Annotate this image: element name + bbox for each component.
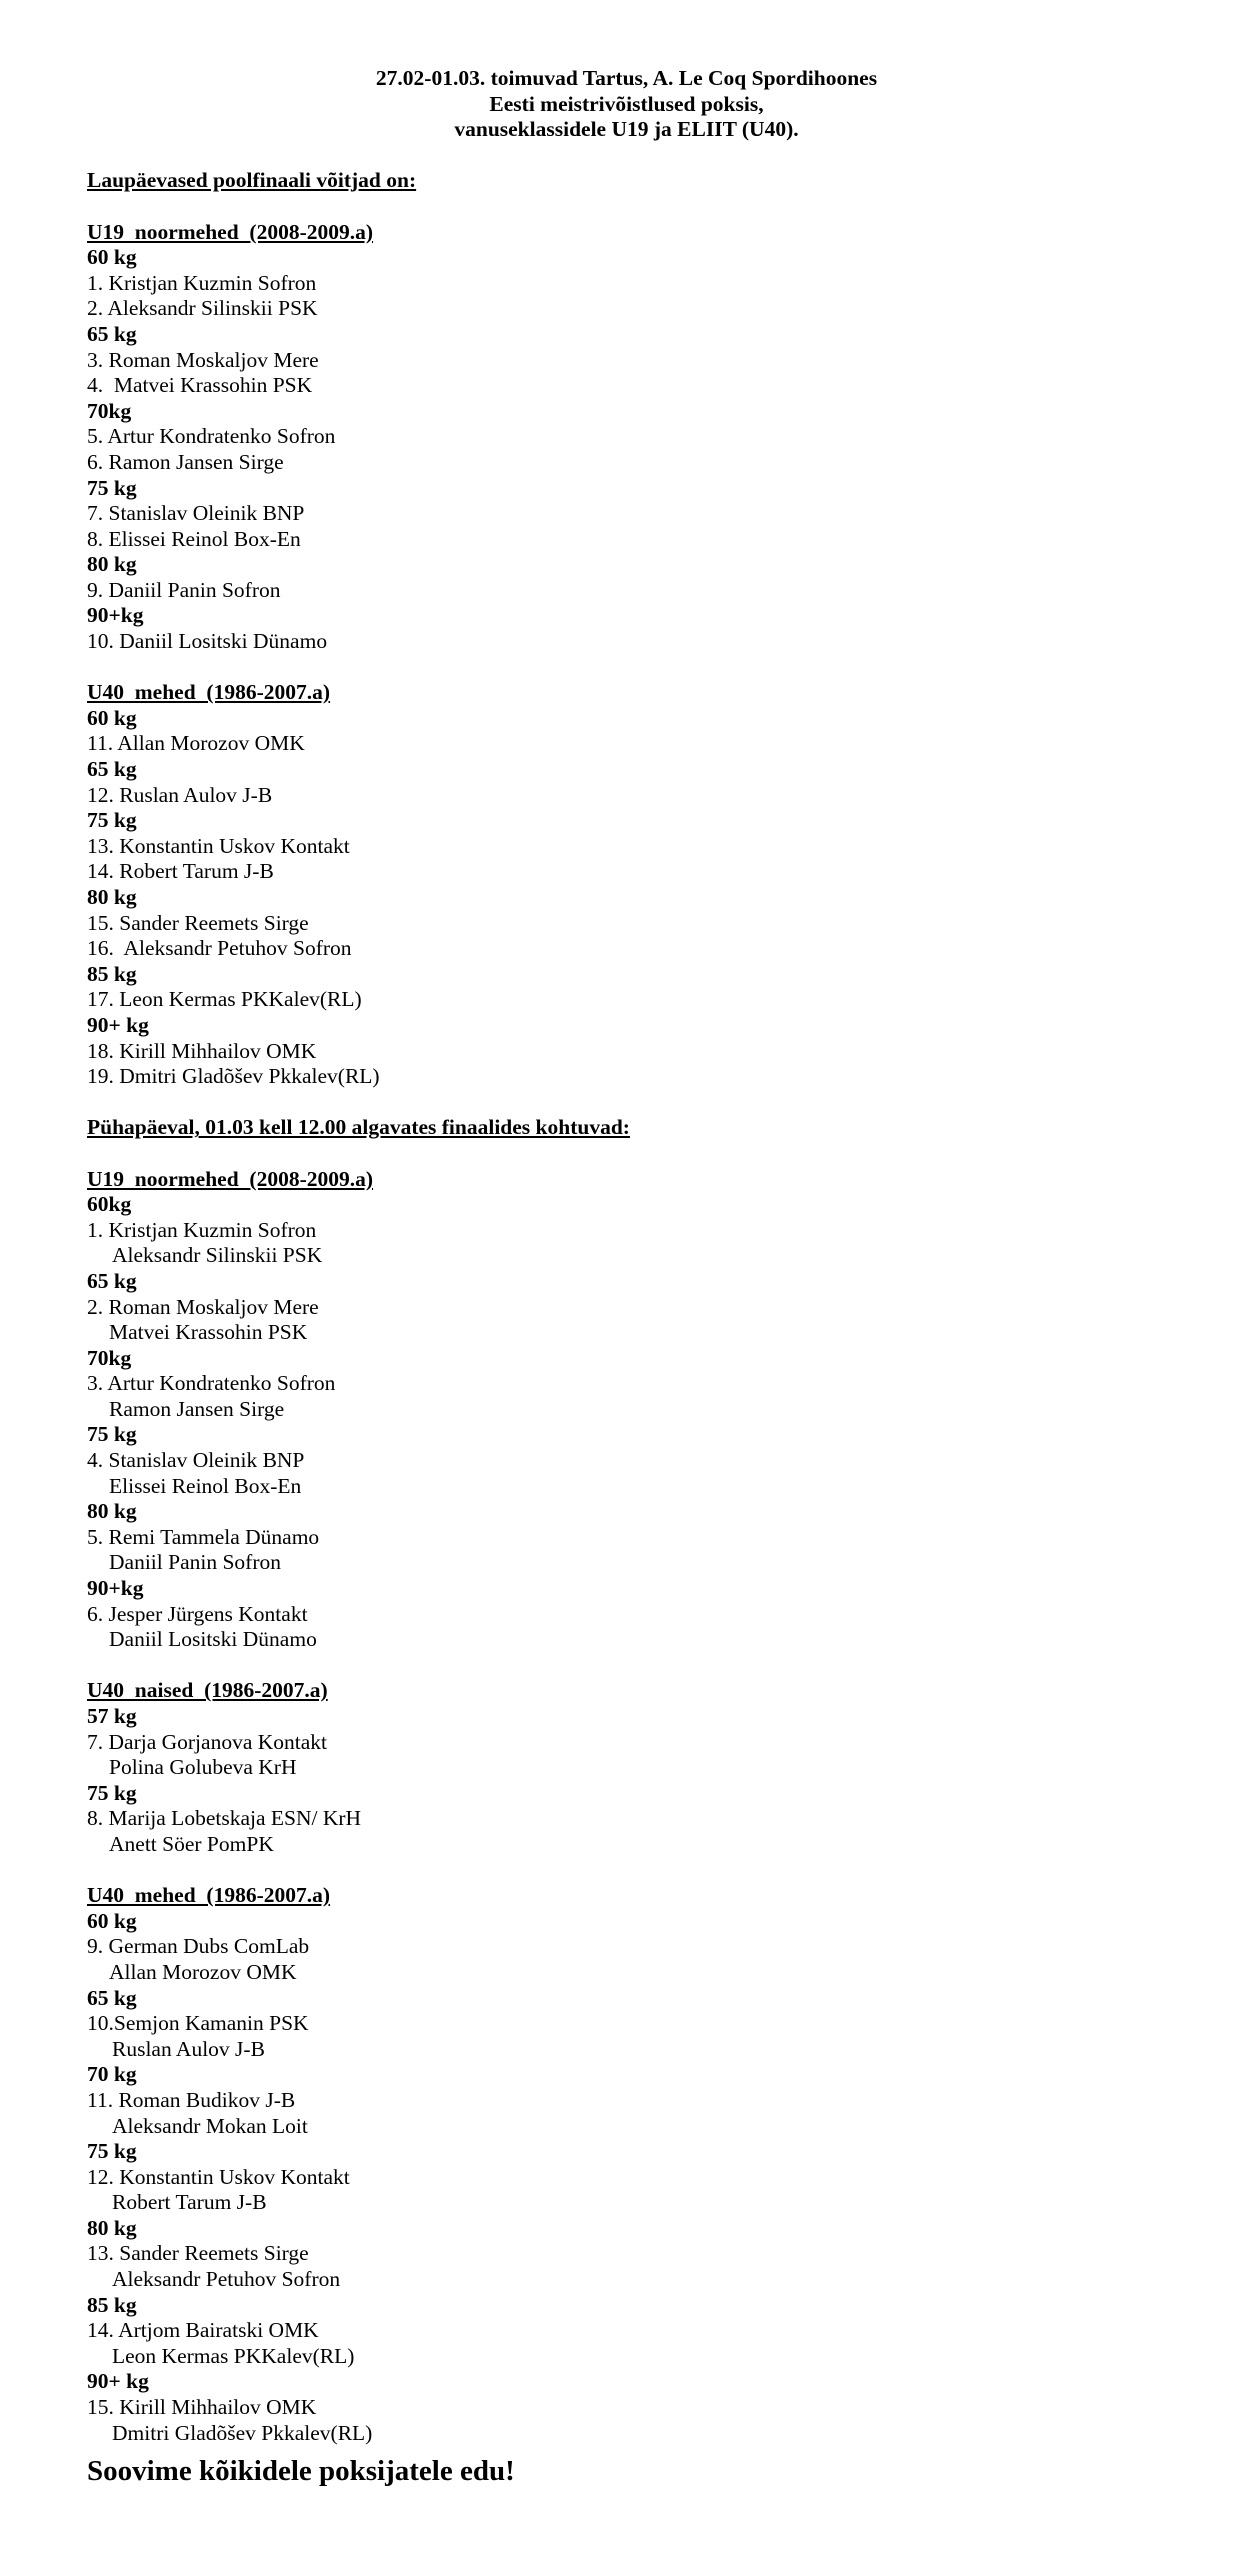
entry-line: 10.Semjon Kamanin PSK (87, 2011, 309, 2036)
entry-line: Ruslan Aulov J-B (112, 2036, 265, 2061)
entry-line: 8. Elissei Reinol Box-En (87, 526, 301, 551)
semi-u19-list (87, 245, 1187, 655)
entry-line: 13. Konstantin Uskov Kontakt (87, 833, 350, 858)
weight-class: 70kg (87, 1345, 132, 1370)
entry-line: 7. Stanislav Oleinik BNP (87, 501, 305, 526)
weight-class: 80 kg (87, 885, 137, 909)
entry-line: 14. Robert Tarum J-B (87, 859, 274, 884)
weight-class: 80 kg (87, 2215, 137, 2240)
weight-class: 90+kg (87, 1576, 144, 1601)
entry-line: 3. Roman Moskaljov Mere (87, 347, 319, 372)
entry-line: Dmitri Gladõšev Pkkalev(RL) (112, 2420, 373, 2445)
entry-line: 8. Marija Lobetskaja ESN/ KrH (87, 1806, 362, 1831)
entry-line: 12. Konstantin Uskov Kontakt (87, 2164, 350, 2189)
entry-line: Leon Kermas PKKalev(RL) (112, 2343, 355, 2368)
entry-line: 6. Jesper Jürgens Kontakt (87, 1601, 308, 1626)
entry-line: 9. German Dubs ComLab (87, 1934, 310, 1959)
entry-line: Allan Morozov OMK (109, 1959, 297, 1984)
final-u40-men-list (87, 1909, 1187, 2446)
entry-line: 7. Darja Gorjanova Kontakt (87, 1729, 328, 1754)
title-line-1: 27.02-01.03. toimuvad Tartus, A. Le Coq Spordihoones (375, 66, 878, 90)
entry-line: 14. Artjom Bairatski OMK (87, 2318, 319, 2343)
final-u40-women-list (87, 1704, 1187, 1858)
entry-line: 6. Ramon Jansen Sirge (87, 449, 284, 474)
entry-line: Aleksandr Silinskii PSK (112, 1243, 323, 1268)
weight-class: 90+ kg (87, 2369, 149, 2394)
weight-class: 65 kg (87, 1268, 137, 1293)
weight-class: 80 kg (87, 1499, 137, 1524)
entry-line: 11. Roman Budikov J-B (87, 2087, 296, 2112)
entry-line: 15. Kirill Mihhailov OMK (87, 2395, 317, 2420)
entry-line: 10. Daniil Lositski Dünamo (87, 629, 328, 654)
weight-class: 70kg (87, 398, 132, 423)
final-heading: Pühapäeval, 01.03 kell 12.00 algavates finaalides kohtuvad: (87, 1115, 630, 1140)
title-line-3: vanuseklassidele U19 ja ELIIT (U40). (454, 117, 799, 142)
entry-line: Aleksandr Petuhov Sofron (112, 2267, 341, 2292)
entry-line: 5. Artur Kondratenko Sofron (87, 424, 336, 449)
closing-message: Soovime kõikidele poksijatele edu! (87, 2455, 515, 2488)
entry-line: 4. Stanislav Oleinik BNP (87, 1448, 305, 1473)
weight-class: 85 kg (87, 961, 137, 986)
entry-line: 15. Sander Reemets Sirge (87, 910, 309, 935)
entry-line: 12. Ruslan Aulov J-B (87, 782, 273, 807)
weight-class: 90+kg (87, 603, 144, 628)
entry-line: 2. Roman Moskaljov Mere (87, 1294, 319, 1319)
semi-u40-heading: U40 mehed (1986-2007.a) (87, 680, 331, 705)
final-u40-women-heading: U40 naised (1986-2007.a) (87, 1678, 328, 1703)
entry-line: 13. Sander Reemets Sirge (87, 2241, 309, 2266)
weight-class: 57 kg (87, 1704, 137, 1728)
weight-class: 60kg (87, 1192, 132, 1217)
semi-u40-list (87, 706, 1187, 1090)
entry-line: 1. Kristjan Kuzmin Sofron (87, 270, 317, 295)
weight-class: 70 kg (87, 2062, 137, 2087)
final-u19-heading: U19 noormehed (2008-2009.a) (87, 1166, 374, 1191)
weight-class: 65 kg (87, 757, 137, 782)
entry-line: Polina Golubeva KrH (109, 1755, 297, 1780)
weight-class: 85 kg (87, 2292, 137, 2317)
entry-line: Daniil Lositski Dünamo (109, 1627, 317, 1652)
weight-class: 75 kg (87, 808, 137, 833)
entry-line: 5. Remi Tammela Dünamo (87, 1524, 320, 1549)
entry-line: 1. Kristjan Kuzmin Sofron (87, 1217, 317, 1242)
weight-class: 75 kg (87, 1780, 137, 1805)
entry-line: 2. Aleksandr Silinskii PSK (87, 296, 318, 321)
final-u19-list (87, 1192, 1187, 1653)
weight-class: 90+ kg (87, 1012, 149, 1037)
entry-line: Matvei Krassohin PSK (109, 1320, 308, 1345)
entry-line: 3. Artur Kondratenko Sofron (87, 1371, 336, 1396)
title-line-2: Eesti meistrivõistlused poksis, (489, 91, 764, 116)
entry-line: Anett Söer PomPK (109, 1831, 274, 1856)
document (87, 66, 1187, 2488)
entry-line: 11. Allan Morozov OMK (87, 731, 305, 756)
weight-class: 60 kg (87, 245, 137, 270)
entry-line: Elissei Reinol Box-En (109, 1473, 302, 1498)
entry-line: Robert Tarum J-B (112, 2190, 267, 2215)
semi-u19-heading: U19 noormehed (2008-2009.a) (87, 219, 374, 244)
semifinal-heading: Laupäevased poolfinaali võitjad on: (87, 168, 417, 193)
entry-line: 17. Leon Kermas PKKalev(RL) (87, 987, 362, 1012)
weight-class: 75 kg (87, 2139, 137, 2164)
weight-class: 75 kg (87, 475, 137, 500)
entry-line: 4. Matvei Krassohin PSK (87, 373, 313, 398)
weight-class: 80 kg (87, 552, 137, 577)
entry-line: 18. Kirill Mihhailov OMK (87, 1038, 317, 1063)
weight-class: 65 kg (87, 1985, 137, 2010)
weight-class: 60 kg (87, 705, 137, 730)
entry-line: 9. Daniil Panin Sofron (87, 577, 281, 602)
weight-class: 75 kg (87, 1422, 137, 1447)
entry-line: 19. Dmitri Gladõšev Pkkalev(RL) (87, 1064, 380, 1089)
entry-line: Ramon Jansen Sirge (109, 1396, 285, 1421)
entry-line: Aleksandr Mokan Loit (112, 2113, 308, 2138)
weight-class: 60 kg (87, 1908, 137, 1933)
final-u40-men-heading: U40 mehed (1986-2007.a) (87, 1883, 331, 1908)
weight-class: 65 kg (87, 321, 137, 346)
entry-line: Daniil Panin Sofron (109, 1550, 281, 1575)
entry-line: 16. Aleksandr Petuhov Sofron (87, 936, 352, 961)
